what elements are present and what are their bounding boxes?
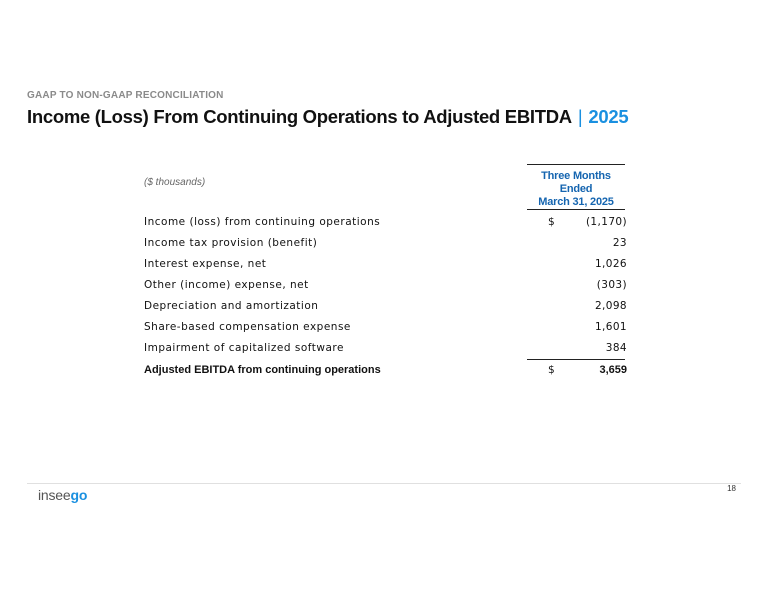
column-header [527, 164, 625, 210]
row-label: Impairment of capitalized software [144, 342, 344, 354]
logo-text-accent: go [70, 487, 88, 503]
title-text: Income (Loss) From Continuing Operations to Adjusted EBITDA [27, 106, 572, 127]
row-label: Depreciation and amortization [144, 300, 319, 312]
row-value: (1,170) [585, 216, 627, 228]
total-value: 3,659 [599, 364, 627, 376]
table-row [144, 321, 627, 341]
units-note: ($ thousands) [144, 177, 206, 188]
table-row [144, 237, 627, 257]
title-year: 2025 [588, 106, 629, 127]
column-header-line-2: Ended [559, 183, 593, 195]
row-value: 1,601 [594, 321, 627, 333]
row-label: Share-based compensation expense [144, 321, 351, 333]
total-label: Adjusted EBITDA from continuing operations [144, 364, 381, 376]
logo-text-primary: insee [38, 487, 71, 503]
title-separator: | [577, 106, 583, 127]
footer-divider [27, 483, 741, 484]
page-number: 18 [727, 484, 736, 493]
row-label: Interest expense, net [144, 258, 267, 270]
row-value: 23 [612, 237, 627, 249]
inseego-logo [38, 487, 87, 503]
column-header-line-3: March 31, 2025 [538, 196, 614, 208]
row-label: Income tax provision (benefit) [144, 237, 318, 249]
row-label: Income (loss) from continuing operations [144, 216, 381, 228]
row-currency: $ [548, 216, 555, 228]
table-row [144, 216, 627, 236]
section-eyebrow: GAAP TO NON-GAAP RECONCILIATION [27, 90, 224, 101]
total-currency: $ [548, 364, 555, 376]
total-row [144, 364, 627, 384]
page-title [27, 106, 628, 128]
table-row [144, 300, 627, 320]
table-row [144, 258, 627, 278]
column-header-line-1: Three Months [541, 170, 611, 182]
row-value: (303) [596, 279, 627, 291]
row-value: 384 [605, 342, 627, 354]
row-label: Other (income) expense, net [144, 279, 309, 291]
row-value: 1,026 [594, 258, 627, 270]
table-row [144, 279, 627, 299]
row-value: 2,098 [594, 300, 627, 312]
total-divider [527, 359, 625, 360]
